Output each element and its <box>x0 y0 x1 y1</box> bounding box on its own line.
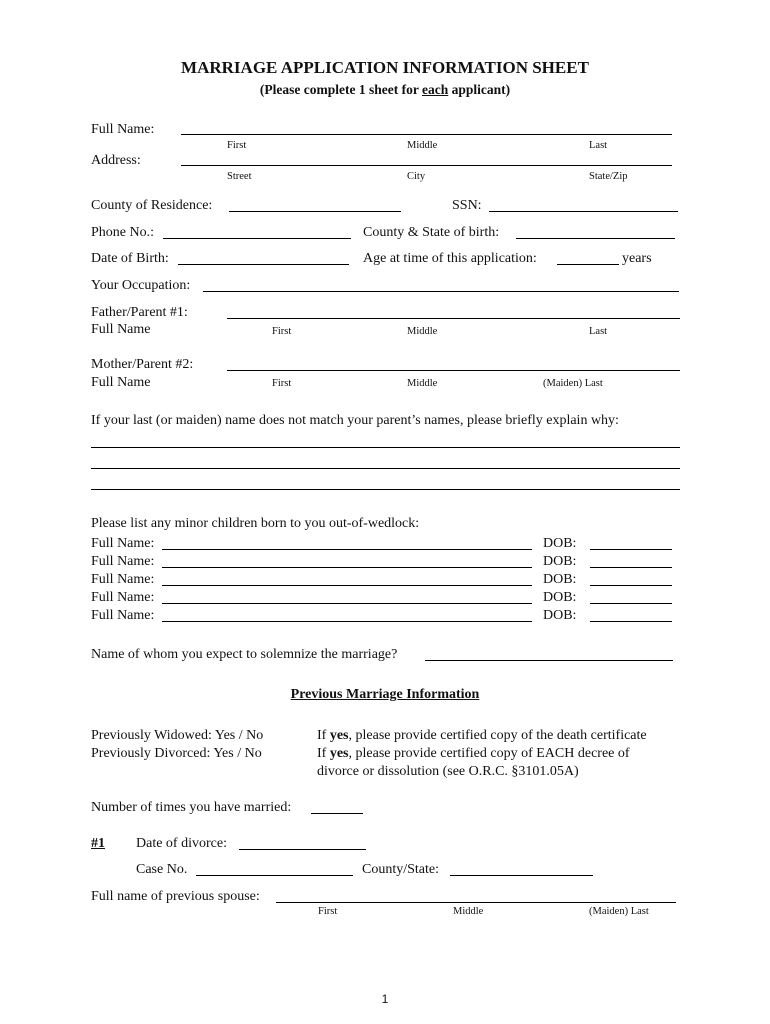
subtitle-suffix: applicant) <box>448 82 511 97</box>
full-name-last-caption: Last <box>589 140 608 151</box>
birth-county-label: County & State of birth: <box>363 225 500 240</box>
divorced-note-if: If <box>317 746 330 761</box>
child-name-field[interactable] <box>162 567 532 568</box>
child-name-label: Full Name: <box>91 590 155 605</box>
spouse-middle-caption: Middle <box>453 906 484 917</box>
child-dob-field[interactable] <box>590 567 672 568</box>
widowed-question[interactable]: Previously Widowed: Yes / No <box>91 728 264 743</box>
children-prompt: Please list any minor children born to you out-of-wedlock: <box>91 516 420 531</box>
address-city-caption: City <box>407 171 426 182</box>
spouse-first-caption: First <box>318 906 338 917</box>
mother-middle-caption: Middle <box>407 378 438 389</box>
child-name-label: Full Name: <box>91 554 155 569</box>
divorced-note-text: , please provide certified copy of EACH decree of <box>348 746 630 761</box>
child-name-label: Full Name: <box>91 536 155 551</box>
county-residence-field[interactable] <box>229 211 401 212</box>
father-middle-caption: Middle <box>407 326 438 337</box>
child-name-label: Full Name: <box>91 572 155 587</box>
divorce-date-label: Date of divorce: <box>136 836 227 851</box>
child-dob-label: DOB: <box>543 590 577 605</box>
case-number-field[interactable] <box>196 875 353 876</box>
ssn-field[interactable] <box>489 211 678 212</box>
explain-line-3[interactable] <box>91 489 680 490</box>
county-state-label: County/State: <box>362 862 439 877</box>
previous-spouse-field[interactable] <box>276 902 676 903</box>
child-name-field[interactable] <box>162 549 532 550</box>
father-label-line1: Father/Parent #1: <box>91 305 188 320</box>
divorced-question[interactable]: Previously Divorced: Yes / No <box>91 746 262 761</box>
case-number-label: Case No. <box>136 862 188 877</box>
age-label: Age at time of this application: <box>363 251 537 266</box>
phone-field[interactable] <box>163 238 351 239</box>
child-name-field[interactable] <box>162 585 532 586</box>
previous-marriage-heading: Previous Marriage Information <box>290 687 480 702</box>
mother-label-line1: Mother/Parent #2: <box>91 357 194 372</box>
mother-maiden-caption: (Maiden) Last <box>543 378 603 389</box>
address-label: Address: <box>91 153 141 168</box>
widowed-note-text: , please provide certified copy of the death certificate <box>348 728 647 743</box>
dob-field[interactable] <box>178 264 349 265</box>
child-name-field[interactable] <box>162 603 532 604</box>
full-name-first-caption: First <box>227 140 247 151</box>
entry-number: #1 <box>91 836 105 851</box>
widowed-note <box>317 728 647 744</box>
child-dob-label: DOB: <box>543 536 577 551</box>
spouse-maiden-caption: (Maiden) Last <box>589 906 649 917</box>
solemnize-label: Name of whom you expect to solemnize the marriage? <box>91 647 398 662</box>
mother-name-field[interactable] <box>227 370 680 371</box>
page-subtitle <box>0 82 770 98</box>
widowed-note-if: If <box>317 728 330 743</box>
address-street-caption: Street <box>227 171 252 182</box>
solemnize-field[interactable] <box>425 660 673 661</box>
mother-first-caption: First <box>272 378 292 389</box>
county-state-field[interactable] <box>450 875 593 876</box>
occupation-field[interactable] <box>203 291 679 292</box>
previous-spouse-label: Full name of previous spouse: <box>91 889 260 904</box>
age-field[interactable] <box>557 264 619 265</box>
widowed-note-yes: yes <box>329 728 349 743</box>
times-married-label: Number of times you have married: <box>91 800 292 815</box>
father-first-caption: First <box>272 326 292 337</box>
occupation-label: Your Occupation: <box>91 278 191 293</box>
address-statezip-caption: State/Zip <box>589 171 628 182</box>
father-label-line2: Full Name <box>91 322 151 337</box>
age-unit: years <box>622 251 652 266</box>
mother-label-line2: Full Name <box>91 375 151 390</box>
page-title: MARRIAGE APPLICATION INFORMATION SHEET <box>181 58 589 77</box>
explain-line-1[interactable] <box>91 447 680 448</box>
address-field[interactable] <box>181 165 672 166</box>
child-dob-field[interactable] <box>590 621 672 622</box>
divorced-note-line2: divorce or dissolution (see O.R.C. §3101.05A) <box>317 764 579 779</box>
father-name-field[interactable] <box>227 318 680 319</box>
child-name-field[interactable] <box>162 621 532 622</box>
phone-label: Phone No.: <box>91 225 154 240</box>
full-name-field[interactable] <box>181 134 672 135</box>
explain-prompt: If your last (or maiden) name does not match your parent’s names, please briefly explain why: <box>91 413 619 428</box>
times-married-field[interactable] <box>311 813 363 814</box>
child-name-label: Full Name: <box>91 608 155 623</box>
explain-line-2[interactable] <box>91 468 680 469</box>
child-dob-label: DOB: <box>543 572 577 587</box>
page-number: 1 <box>381 992 389 1006</box>
child-dob-field[interactable] <box>590 585 672 586</box>
subtitle-prefix: (Please complete 1 sheet for <box>259 82 422 97</box>
birth-county-field[interactable] <box>516 238 675 239</box>
divorced-note <box>317 746 630 762</box>
ssn-label: SSN: <box>452 198 482 213</box>
divorce-date-field[interactable] <box>239 849 366 850</box>
child-dob-label: DOB: <box>543 554 577 569</box>
child-dob-label: DOB: <box>543 608 577 623</box>
child-dob-field[interactable] <box>590 603 672 604</box>
child-dob-field[interactable] <box>590 549 672 550</box>
dob-label: Date of Birth: <box>91 251 169 266</box>
subtitle-emphasis: each <box>421 82 449 97</box>
father-last-caption: Last <box>589 326 608 337</box>
full-name-middle-caption: Middle <box>407 140 438 151</box>
divorced-note-yes: yes <box>329 746 349 761</box>
county-residence-label: County of Residence: <box>91 198 213 213</box>
full-name-label: Full Name: <box>91 122 155 137</box>
